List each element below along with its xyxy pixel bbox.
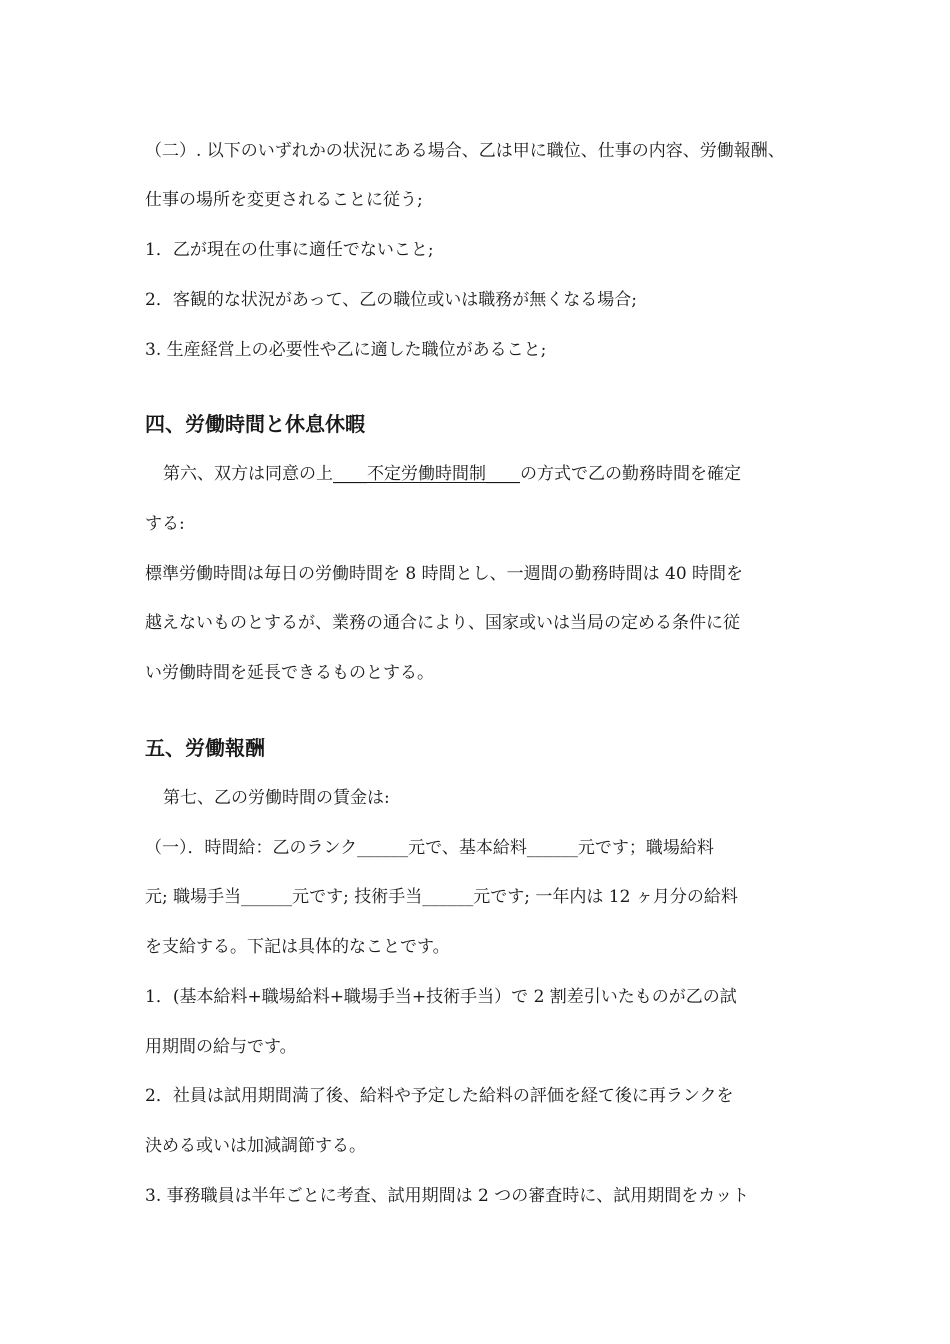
- section-4-heading: 四、労働時間と休息休暇: [145, 412, 365, 436]
- wage-item-3-line-1: 3. 事務職員は半年ごとに考査、試用期間は 2 つの審査時に、試用期間をカット: [145, 1186, 750, 1206]
- standard-hours-line-3: い労働時間を延長できるものとする。: [145, 663, 434, 683]
- clause-2-item-1: 1．乙が現在の仕事に適任でないこと;: [145, 240, 434, 260]
- section-5-heading: 五、労働報酬: [145, 736, 265, 760]
- article-7-title: 第七、乙の労働時間の賃金は:: [163, 788, 390, 808]
- clause-2-line-2: 仕事の場所を変更されることに従う;: [145, 190, 423, 210]
- clause-2-item-3: 3. 生産経営上の必要性や乙に適した職位があること;: [145, 340, 547, 360]
- standard-hours-line-1: 標準労働時間は毎日の労働時間を 8 時間とし、一週間の勤務時間は 40 時間を: [145, 564, 744, 584]
- hourly-wage-line-3: を支給する。下記は具体的なことです。: [145, 937, 450, 957]
- standard-hours-line-2: 越えないものとするが、業務の通合により、国家或いは当局の定める条件に従: [145, 613, 740, 633]
- article-6-prefix: 第六、双方は同意の上: [163, 464, 333, 484]
- hourly-wage-line-1: （一）．時間給：乙のランク______元で、基本給料______元です；職場給料: [145, 838, 714, 858]
- clause-2-item-2: 2．客観的な状況があって、乙の職位或いは職務が無くなる場合;: [145, 290, 638, 310]
- wage-item-1-line-1: 1．(基本給料+職場給料+職場手当+技術手当）で 2 割差引いたものが乙の試: [145, 987, 737, 1007]
- article-6-line-2: する:: [145, 514, 185, 534]
- wage-item-2-line-2: 決める或いは加減調節する。: [145, 1136, 366, 1156]
- article-6-working-hours-type: ____不定労働時間制____: [333, 464, 520, 484]
- clause-2-line-1: （二）. 以下のいずれかの状況にある場合、乙は甲に職位、仕事の内容、労働報酬、: [145, 141, 785, 161]
- wage-item-2-line-1: 2．社員は試用期間満了後、給料や予定した給料の評価を経て後に再ランクを: [145, 1086, 734, 1106]
- hourly-wage-line-2: 元; 職場手当______元です; 技術手当______元です; 一年内は 12 ヶ月分の給料: [145, 887, 738, 907]
- wage-item-1-line-2: 用期間の給与です。: [145, 1037, 297, 1057]
- article-6-line-1: [163, 462, 741, 486]
- article-6-suffix: の方式で乙の勤務時間を確定: [520, 464, 741, 484]
